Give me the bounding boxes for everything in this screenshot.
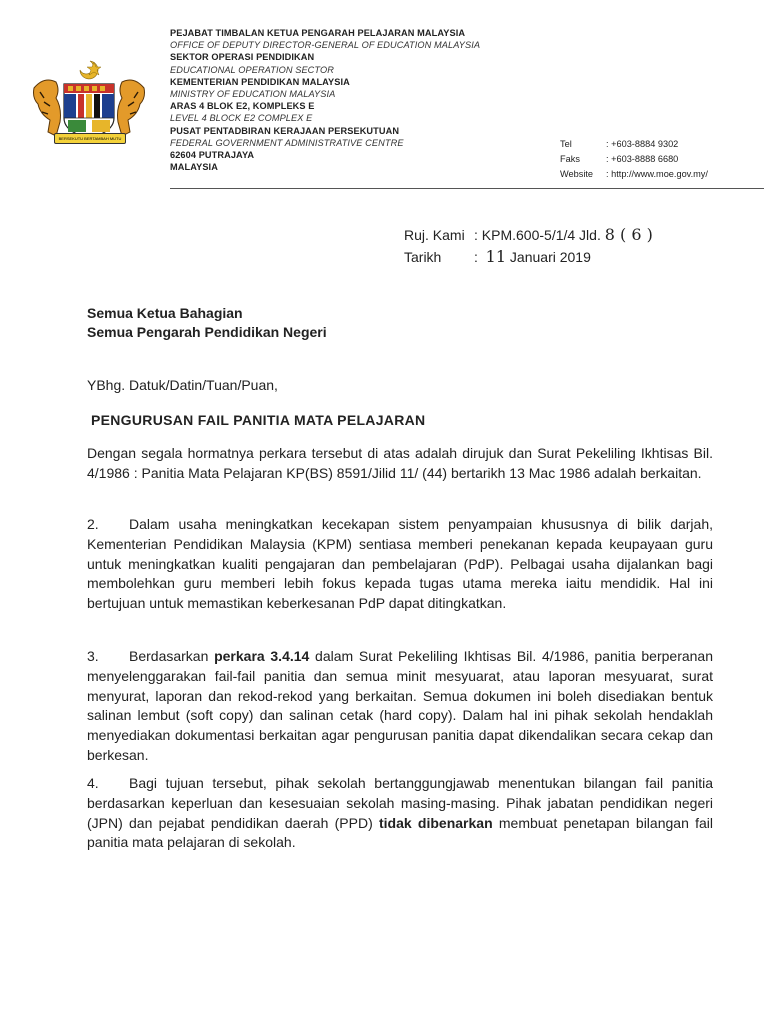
- paragraph-text: Bagi tujuan tersebut, pihak sekolah bertanggungjawab menentukan bilangan fail panitia berdasarkan keperluan dan kesesuaian sekolah masing-masing. Pihak jabatan pendidikan negeri (JPN) dan pejabat pendidikan daerah (PPD): [87, 775, 713, 831]
- date-value: Januari 2019: [509, 249, 591, 265]
- office-line: EDUCATIONAL OPERATION SECTOR: [170, 64, 334, 75]
- office-line: ARAS 4 BLOK E2, KOMPLEKS E: [170, 101, 315, 112]
- paragraph-2: [87, 515, 713, 614]
- date-separator: :: [474, 249, 478, 265]
- office-line: PUSAT PENTADBIRAN KERAJAAN PERSEKUTUAN: [170, 125, 400, 136]
- paragraph-number: 3.: [87, 648, 99, 664]
- paragraph-text: membuat penetapan bilangan fail panitia mata pelajaran di sekolah.: [87, 814, 713, 851]
- addressee-line: Semua Ketua Bahagian: [87, 305, 243, 321]
- ref-handwritten: 8 ( 6 ): [604, 225, 653, 244]
- reference-block: [404, 224, 653, 268]
- website-link[interactable]: : http://www.moe.gov.my/: [606, 169, 708, 179]
- paragraph-text: dalam Surat Pekeliling Ikhtisas Bil. 4/1986, panitia berperanan menyelenggarakan fail-fail panitia dan semua minit mesyuarat, atau laporan mesyuarat, surat menyurat, laporan dan rekod-rekod yang berkaitan. Semua dokumen ini boleh disediakan bentuk salinan lembut (soft copy) dan salinan cetak (hard copy). Dalam hal ini pihak sekolah hendaklah menyediakan dokumentasi berkaitan agar pengurusan panitia dapat dikendalikan secara cekap dan berkesan.: [87, 648, 714, 763]
- website-label: Website: [560, 169, 594, 179]
- paragraph-1: [87, 444, 713, 484]
- office-line: KEMENTERIAN PENDIDIKAN MALAYSIA: [170, 76, 350, 87]
- office-line: SEKTOR OPERASI PENDIDIKAN: [170, 52, 315, 63]
- crest-motto: BERSEKUTU BERTAMBAH MUTU: [54, 133, 126, 144]
- paragraph-text: Berdasarkan: [129, 648, 215, 664]
- letterhead-divider: [170, 188, 764, 189]
- addressee-line: Semua Pengarah Pendidikan Negeri: [87, 324, 327, 340]
- paragraph-4: [87, 774, 713, 853]
- date-label: Tarikh: [404, 249, 442, 265]
- ref-label: Ruj. Kami: [404, 227, 465, 243]
- reference-number: [404, 224, 653, 246]
- salutation: YBhg. Datuk/Datin/Tuan/Puan,: [87, 377, 278, 393]
- office-line: 62604 PUTRAJAYA: [170, 150, 255, 161]
- tel-value: : +603-8884 9302: [606, 139, 679, 149]
- contact-tel: [560, 137, 760, 152]
- addressees: [87, 304, 327, 342]
- contact-details: [560, 137, 760, 182]
- office-line: MALAYSIA: [170, 162, 218, 173]
- subject-heading: PENGURUSAN FAIL PANITIA MATA PELAJARAN: [91, 412, 426, 428]
- office-line: MINISTRY OF EDUCATION MALAYSIA: [170, 89, 336, 100]
- contact-website: [560, 167, 760, 182]
- fax-value: : +603-8888 6680: [606, 154, 679, 164]
- paragraph-3: [87, 647, 713, 766]
- paragraph-emphasis: perkara 3.4.14: [214, 648, 310, 664]
- paragraph-number: 4.: [87, 775, 99, 791]
- office-line: OFFICE OF DEPUTY DIRECTOR-GENERAL OF EDUCATION MALAYSIA: [170, 40, 481, 51]
- office-address: [170, 27, 530, 173]
- office-line: FEDERAL GOVERNMENT ADMINISTRATIVE CENTRE: [170, 137, 404, 148]
- contact-fax: [560, 152, 760, 167]
- reference-date: [404, 246, 653, 268]
- tel-label: Tel: [560, 139, 572, 149]
- paragraph-emphasis: tidak dibenarkan: [379, 814, 493, 831]
- office-line: LEVEL 4 BLOCK E2 COMPLEX E: [170, 113, 313, 124]
- ref-value: : KPM.600-5/1/4 Jld.: [474, 227, 601, 243]
- paragraph-number: 2.: [87, 516, 99, 532]
- paragraph-text: Dengan segala hormatnya perkara tersebut di atas adalah dirujuk dan Surat Pekeliling Ikhtisas Bil. 4/1986 : Panitia Mata Pelajaran KP(BS) 8591/Jilid 11/ (44) bertarikh 13 Mac 1986 adalah berkaitan.: [87, 445, 713, 481]
- fax-label: Faks: [560, 154, 580, 164]
- office-line: PEJABAT TIMBALAN KETUA PENGARAH PELAJARAN MALAYSIA: [170, 28, 466, 38]
- date-handwritten-day: 11: [485, 247, 507, 266]
- paragraph-text: Dalam usaha meningkatkan kecekapan sistem penyampaian khususnya di bilik darjah, Kementerian Pendidikan Malaysia (KPM) sentiasa memberi penekanan kepada keupayaan guru untuk meningkatkan kualiti pengajaran dan pembelajaran (PdP). Pelbagai usaha dijalankan bagi membolehkan guru memberi lebih fokus kepada tugas utama mereka iaitu mendidik. Hal ini bertujuan untuk memastikan keberkesanan PdP dapat ditingkatkan.: [87, 516, 713, 612]
